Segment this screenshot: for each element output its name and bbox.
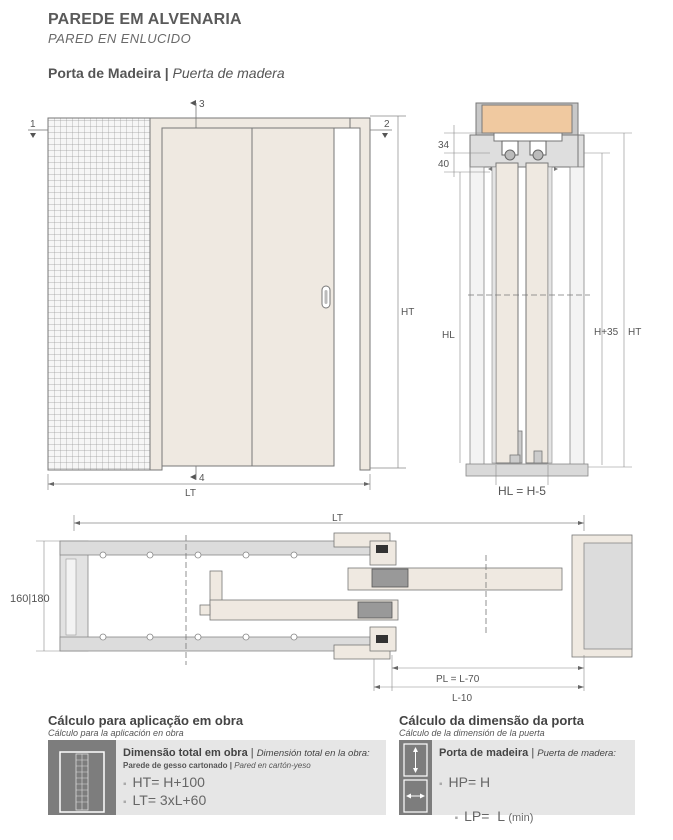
wood-header [482,105,572,133]
formula-lt: LT= 3xL+60 [132,792,207,808]
wall-section-icon [48,740,116,815]
calc-left-head-pt: Dimensão total em obra [123,747,248,759]
section-leaf-2 [526,163,548,463]
calc-right-panel [399,740,635,824]
dim-ht-section-label: HT [628,327,642,338]
plan-view-diagram [0,505,673,705]
section-title [48,65,285,81]
calc-left-head-es: Dimensión total en la obra: [256,748,370,759]
calc-right-title: Cálculo da dimensão da porta [399,713,584,728]
dim-hl-label: HL [442,330,455,341]
door-leaf [162,128,334,466]
calc-right-head-pt: Porta de madeira [439,747,529,759]
dim-ht-label: HT [401,307,415,318]
calc-right-head-sep: | [531,747,535,759]
calc-left-head-sep: | [250,747,254,759]
marker-3: 3 [199,99,205,110]
calc-right-head [439,747,616,759]
calc-left-formula-1: ▪ HT= H+100 [123,774,205,790]
formula-hl: HL = H-5 [498,484,546,498]
dim-h35-label: H+35 [594,327,619,338]
pocket-wall-bottom [60,637,370,651]
formula-lp: LP= L [464,808,505,824]
calc-left-formula-2: ▪ LT= 3xL+60 [123,792,207,808]
section-title-sep: | [164,65,169,81]
section-title-pt: Porta de Madeira [48,65,161,81]
dim-34-label: 34 [438,140,450,151]
calc-left-title: Cálculo para aplicação em obra [48,713,244,728]
calc-left-head [123,747,370,759]
calc-left-note-es: Pared en cartón-yeso [234,761,311,770]
calc-left-subtitle: Cálculo para la aplicación en obra [48,728,184,738]
calc-right-subtitle: Cálculo de la dimensión de la puerta [399,728,545,738]
top-rail [494,133,562,141]
marker-4: 4 [199,473,205,484]
vertical-section-diagram [430,95,673,505]
calc-left-note-sep: | [229,761,232,770]
wall-thickness-label: 160|180 [10,593,50,605]
dim-40-label: 40 [438,159,450,170]
section-leaf-1 [496,163,518,463]
dim-pl-label: PL = L-70 [436,674,480,685]
right-jamb [350,118,370,470]
marker-2: 2 [384,119,390,130]
formula-hp: HP= H [448,774,491,790]
floor-slab [466,464,588,476]
dim-lt-label: LT [185,488,196,499]
door-dimension-icon [399,740,432,815]
page-title: PAREDE EM ALVENARIA [48,11,242,28]
marker-1: 1 [30,119,36,130]
section-title-es: Puerta de madera [172,65,285,81]
calc-right-head-es: Puerta de madera: [537,748,616,759]
front-elevation-diagram [0,90,420,500]
formula-lp-sub: (min) [508,812,534,824]
calc-left-panel [48,740,386,815]
calc-right-formula-1: ▪ HP= H [439,774,491,790]
calc-right-formula-2: ▪ LP= L (min) [454,808,534,824]
plan-dim-lt-label: LT [332,513,343,524]
pocket-wall-top [60,541,370,555]
formula-ht: HT= H+100 [132,774,205,790]
page-subtitle: PARED EN ENLUCIDO [48,31,192,46]
wall-mesh-panel [48,118,150,470]
dim-l10-label: L-10 [452,693,473,704]
calc-left-note-pt: Parede de gesso cartonado [123,761,228,770]
calc-left-note [123,761,311,770]
